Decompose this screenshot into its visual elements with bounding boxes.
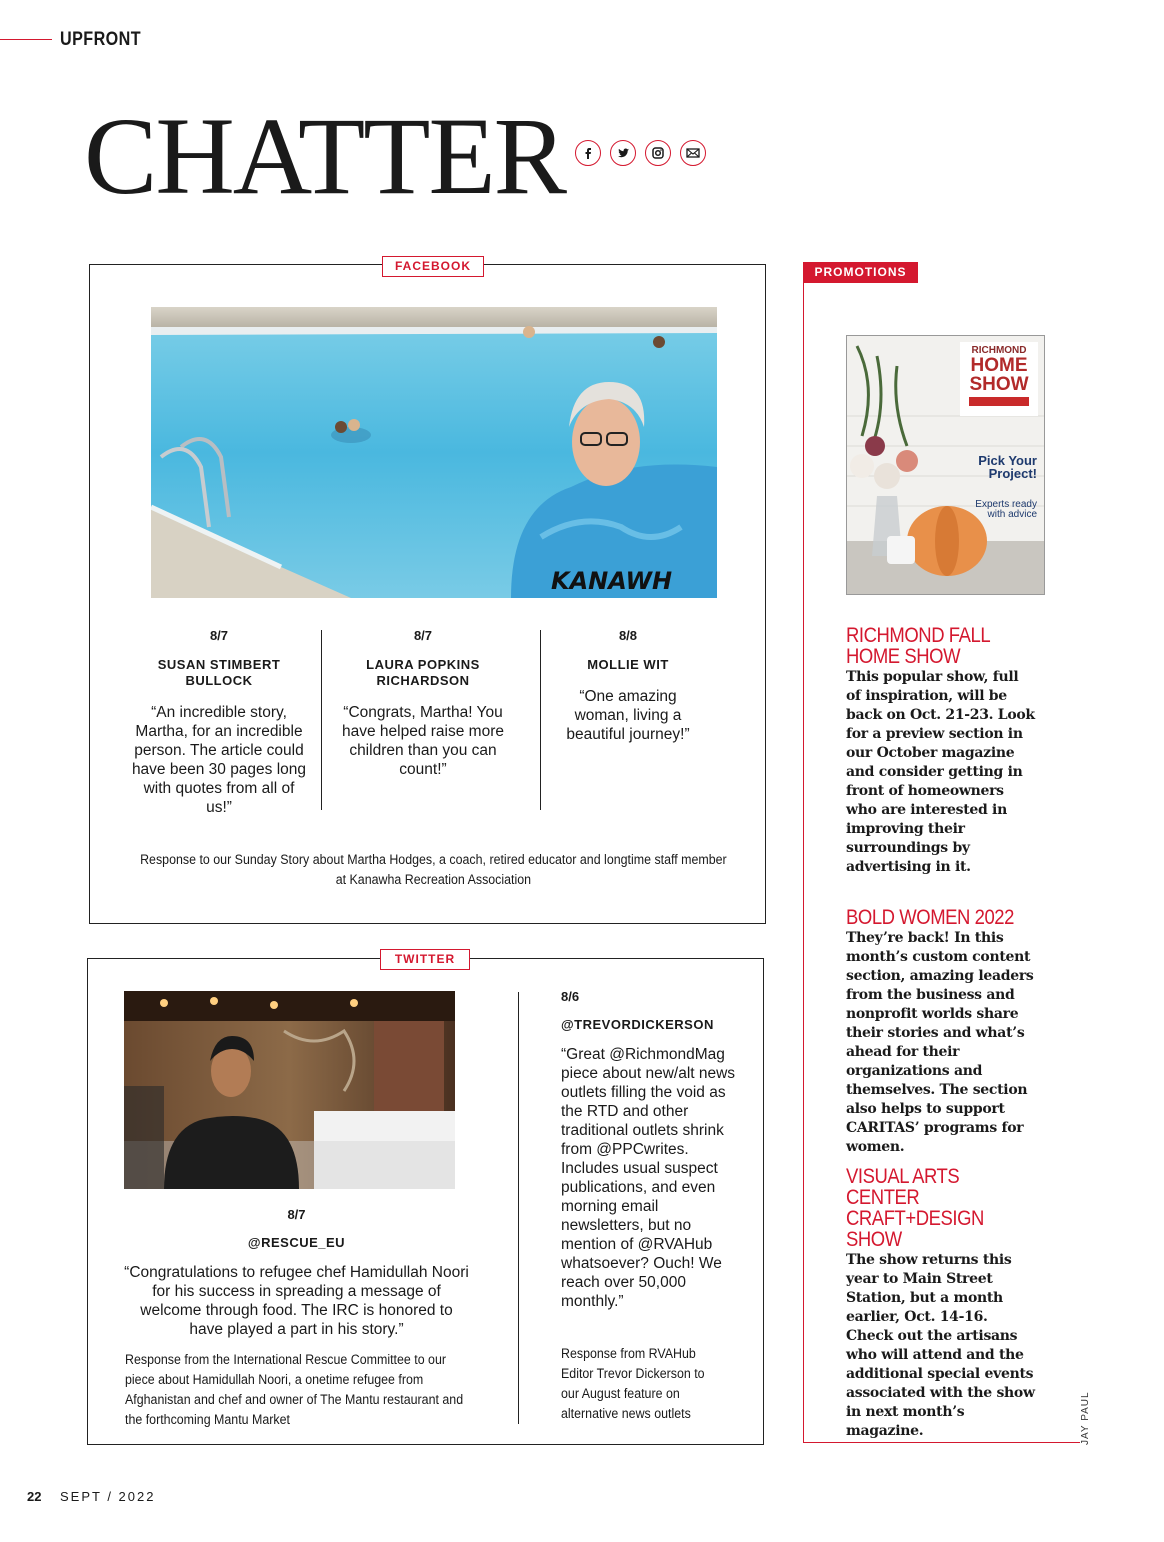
tw-post-handle: @RESCUE_EU (247, 1235, 346, 1250)
cover-logo-box (960, 342, 1038, 416)
twitter-tag: TWITTER (380, 949, 470, 970)
issue-date: SEPT / 2022 (60, 1489, 156, 1504)
photo-credit: JAY PAUL (1080, 1391, 1091, 1445)
facebook-caption: Response to our Sunday Story about Martha Hodges, a coach, retired educator and longtime staff member at Kanawha Recreation Association (140, 852, 727, 887)
promo-title: BOLD WOMEN 2022 (846, 906, 1014, 929)
fb-post-2 (333, 628, 513, 779)
promo-rule-vertical (803, 262, 804, 1443)
promo-body: They’re back! In this month’s custom content section, amazing leaders from the business and nonprofit worlds share their stories and what’s ahead for their organizations and themselves. The section also helps to support CARITAS’ programs for women. (846, 930, 1034, 1155)
cover-experts: Experts ready with advice (975, 499, 1037, 520)
cover-line3: SHOW (969, 374, 1029, 395)
email-icon[interactable] (680, 140, 706, 166)
instagram-icon[interactable] (645, 140, 671, 166)
section-rule (0, 39, 52, 40)
page-number: 22 (27, 1489, 42, 1504)
tw-post-quote: “Great @RichmondMag piece about new/alt news outlets filling the void as the RTD and other traditional outlets shrink from @PPCwrites. Includes usual suspect publications, and even morning email newsletters, but no mention of @RVAHub whatsoever? Ouch! We reach over 50,000 monthly.” (561, 1046, 736, 1310)
promo-rule-bottom (803, 1442, 1080, 1443)
tw-post-handle: @TREVORDICKERSON (561, 1017, 714, 1032)
social-icons (575, 140, 706, 166)
facebook-icon[interactable] (575, 140, 601, 166)
fb-post-quote: “An incredible story, Martha, for an incredible person. The article could have been 30 pages long with quotes from all of us!” (131, 704, 307, 816)
promotions-tag: PROMOTIONS (803, 262, 918, 283)
tw-post-left (124, 1207, 469, 1339)
fb-post-quote: “Congrats, Martha! You have helped raise more children than you can count!” (342, 704, 504, 778)
chef-photo (124, 991, 455, 1189)
tw-right-caption: Response from RVAHub Editor Trevor Dickerson to our August feature on alternative news outlets (561, 1346, 705, 1421)
promo-body: The show returns this year to Main Street Station, but a month earlier, Oct. 14-16. Check out the artisans who will attend and the additional special events associated with the show in next month’s magazine. (846, 1252, 1035, 1439)
tw-post-right (561, 989, 741, 1311)
fb-post-name: LAURA POPKINS RICHARDSON (366, 657, 480, 688)
promo-item-1 (846, 625, 1036, 877)
cover-sponsor-bar (969, 397, 1029, 406)
tw-left-caption: Response from the International Rescue Committee to our piece about Hamidullah Noori, a onetime refugee from Afghanistan and chef and owner of The Mantu restaurant and the forthcoming Mantu Market (125, 1352, 464, 1427)
fb-post-name: SUSAN STIMBERT BULLOCK (157, 657, 281, 688)
home-show-cover (846, 335, 1045, 595)
divider (321, 630, 322, 810)
promo-title: VISUAL ARTS CENTER CRAFT+DESIGN SHOW (846, 1165, 984, 1251)
promo-title: RICHMOND FALL HOME SHOW (846, 624, 990, 668)
facebook-tag: FACEBOOK (382, 256, 484, 277)
section-label: UPFRONT (60, 29, 142, 50)
divider (518, 992, 519, 1424)
fb-post-date: 8/7 (413, 628, 433, 643)
promo-item-2 (846, 907, 1036, 1157)
cover-pick: Pick Your Project! (978, 453, 1037, 481)
fb-post-quote: “One amazing woman, living a beautiful journey!” (566, 688, 690, 743)
fb-post-date: 8/7 (209, 628, 229, 643)
tw-post-quote: “Congratulations to refugee chef Hamidullah Noori for his success in spreading a message of welcome through food. The IRC is honored to have played a part in his story.” (124, 1264, 469, 1338)
page-title: CHATTER (84, 95, 565, 217)
divider (540, 630, 541, 810)
fb-post-name: MOLLIE WIT (587, 657, 669, 672)
promo-item-3 (846, 1166, 1036, 1441)
cover-line1: RICHMOND (971, 345, 1027, 356)
cover-line2: HOME (970, 355, 1028, 376)
shirt-text: KANAWH (551, 567, 673, 595)
tw-post-date: 8/7 (287, 1207, 306, 1222)
fb-post-1 (129, 628, 309, 817)
pool-photo (151, 307, 717, 598)
fb-post-date: 8/8 (618, 628, 638, 643)
promo-body: This popular show, full of inspiration, will be back on Oct. 21-23. Look for a preview section in our October magazine and consider getting in front of homeowners who are interested in improving their surroundings by advertising in it. (846, 669, 1035, 875)
twitter-icon[interactable] (610, 140, 636, 166)
fb-post-3 (553, 628, 703, 744)
tw-post-date: 8/6 (561, 989, 580, 1004)
